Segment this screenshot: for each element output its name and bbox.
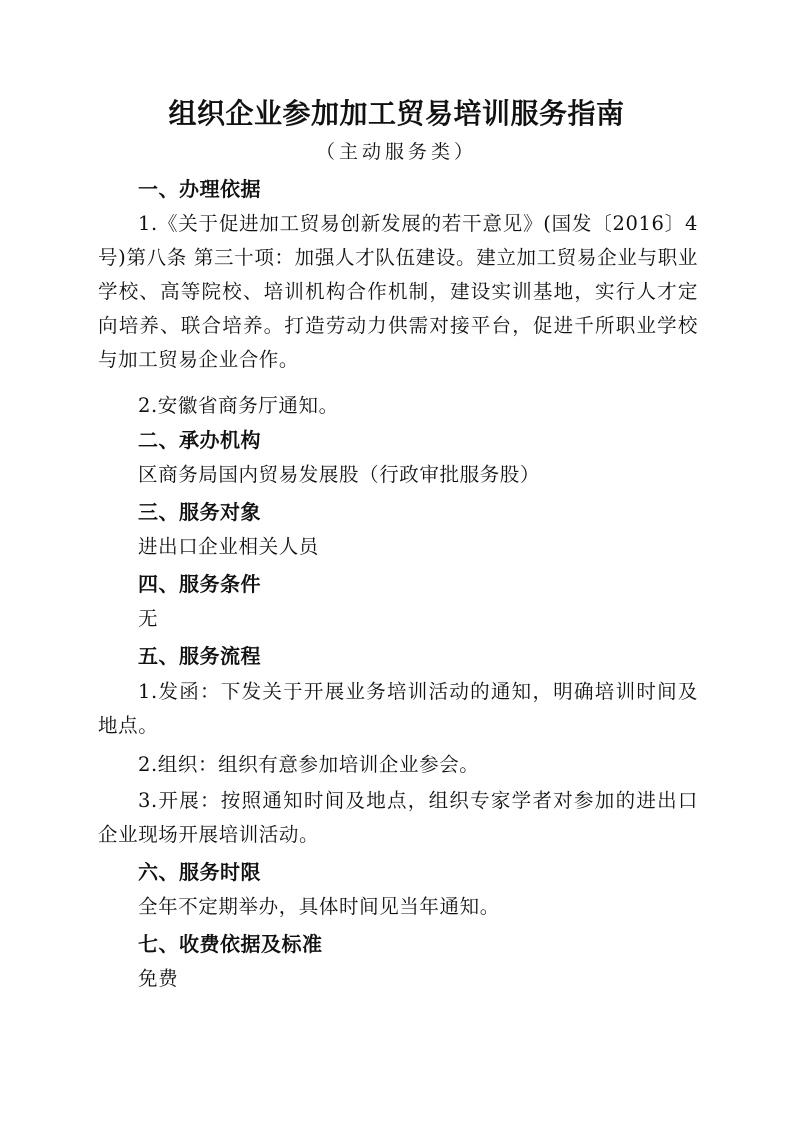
conditions-text: 无 <box>138 607 159 630</box>
audience-text: 进出口企业相关人员 <box>138 535 319 558</box>
process-step-3: 3.开展：按照通知时间及地点，组织专家学者对参加的进出口企业现场开展培训活动。 <box>98 789 698 846</box>
section-heading-time-limit: 六、服务时限 <box>138 860 261 884</box>
process-step-2: 2.组织：组织有意参加培训企业参会。 <box>138 753 480 776</box>
document-title: 组织企业参加加工贸易培训服务指南 <box>168 97 625 130</box>
process-step-1: 1.发函：下发关于开展业务培训活动的通知，明确培训时间及地点。 <box>98 680 698 737</box>
section-heading-conditions: 四、服务条件 <box>138 572 261 596</box>
section-heading-basis: 一、办理依据 <box>138 177 261 201</box>
section-heading-process: 五、服务流程 <box>138 644 261 668</box>
organization-text: 区商务局国内贸易发展股（行政审批服务股） <box>138 463 541 486</box>
section-heading-organization: 二、承办机构 <box>138 428 261 452</box>
section-heading-audience: 三、服务对象 <box>138 500 261 524</box>
section-heading-fees: 七、收费依据及标准 <box>138 932 323 956</box>
time-limit-text: 全年不定期举办，具体时间见当年通知。 <box>138 895 500 918</box>
fees-text: 免费 <box>138 967 179 990</box>
basis-paragraph-2: 2.安徽省商务厅通知。 <box>138 394 339 417</box>
basis-paragraph-1: 1.《关于促进加工贸易创新发展的若干意见》(国发〔2016〕4号)第八条 第三十项：加强人才队伍建设。建立加工贸易企业与职业学校、高等院校、培训机构合作机制，建设实训基地，实行人才定向培养、联合培养。打造劳动力供需对接平台，促进千所职业学校与加工贸易企业合作。 <box>98 212 698 371</box>
document-subtitle: （主动服务类） <box>315 141 477 163</box>
